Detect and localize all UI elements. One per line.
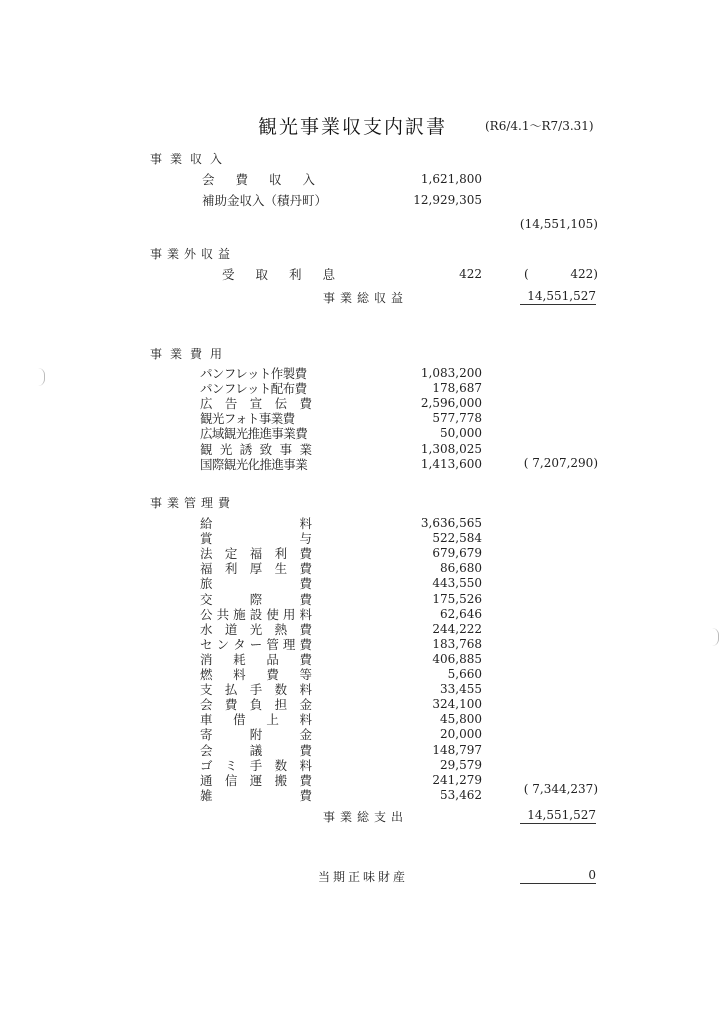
- management-item-label: ゴ ミ 手 数 料: [200, 757, 312, 773]
- expenses-item-amount: 1,413,600: [420, 456, 482, 471]
- expenses-item-amount: 1,083,200: [420, 366, 482, 380]
- management-item-label: 交 際 費: [200, 591, 312, 607]
- net-assets-amount: 0: [520, 868, 596, 884]
- management-item-label: 水 道 光 熱 費: [200, 621, 312, 637]
- management-item-label: 雑 費: [200, 787, 312, 803]
- punch-mark: [712, 628, 719, 646]
- expenses-item-label: 広域観光推進事業費: [200, 426, 308, 442]
- expenses-item-label: 広 告 宣 伝 費: [200, 396, 312, 412]
- management-item-label: 旅 費: [200, 576, 312, 592]
- total-expense-amount: 14,551,527: [520, 808, 596, 824]
- income-item-amount: 12,929,305: [413, 193, 482, 207]
- management-item-amount: 679,679: [432, 546, 482, 561]
- management-item-amount: 241,279: [432, 772, 482, 787]
- income-item-amount: 1,621,800: [420, 172, 482, 186]
- management-item-amount: 522,584: [432, 531, 482, 546]
- management-item-label: 車 借 上 料: [200, 712, 312, 728]
- management-item-amount: 183,768: [432, 636, 482, 651]
- expenses-item-amount: 1,308,025: [420, 441, 482, 456]
- expenses-item-label: パンフレット配布費: [200, 381, 307, 397]
- expenses-item-label: パンフレット作製費: [200, 366, 307, 381]
- expenses-item-label: 観光フォト事業費: [200, 411, 295, 427]
- total-revenue-amount: 14,551,527: [520, 289, 596, 305]
- income-item-label: 会 費 収 入: [202, 172, 315, 187]
- management-item-label: 法 定 福 利 費: [200, 546, 312, 562]
- management-item-amount: 29,579: [440, 757, 482, 772]
- management-item-amount: 20,000: [440, 727, 482, 742]
- non-operating-heading: 事業外収益: [150, 247, 236, 261]
- income-item-label: 補助金収入（積丹町）: [202, 193, 328, 208]
- management-item-amount: 33,455: [440, 682, 482, 697]
- document-title: 観光事業収支内訳書: [258, 116, 448, 138]
- non-operating-subtotal-open: (: [524, 267, 529, 281]
- management-item-amount: 53,462: [440, 787, 482, 802]
- management-item-label: 賞 与: [200, 531, 312, 547]
- fiscal-period: (R6/4.1〜R7/3.31): [485, 119, 594, 133]
- expenses-item-label: 観 光 誘 致 事 業: [200, 441, 312, 457]
- management-item-label: セ ン タ ー 管 理 費: [200, 636, 312, 652]
- non-operating-subtotal: 422): [570, 267, 598, 281]
- punch-mark: [38, 368, 45, 386]
- management-item-amount: 443,550: [432, 576, 482, 591]
- management-heading: 事業管理費: [150, 496, 236, 510]
- management-item-amount: 148,797: [432, 742, 482, 757]
- non-operating-item-label: 受 取 利 息: [222, 267, 335, 282]
- management-item-amount: 175,526: [432, 591, 482, 606]
- expenses-item-label: 国際観光化推進事業: [200, 456, 308, 472]
- management-item-label: 会 議 費: [200, 742, 312, 758]
- non-operating-item-amount: 422: [459, 267, 482, 281]
- management-item-amount: 86,680: [440, 561, 482, 576]
- management-item-label: 消 耗 品 費: [200, 651, 312, 667]
- management-item-amount: 3,636,565: [420, 516, 482, 530]
- net-assets-label: 当期正味財産: [318, 870, 409, 884]
- income-subtotal: (14,551,105): [519, 217, 598, 231]
- management-item-label: 会 費 負 担 金: [200, 697, 312, 713]
- management-item-amount: 62,646: [440, 606, 482, 621]
- expenses-heading: 事業費用: [150, 347, 231, 361]
- total-revenue-label: 事業総収益: [323, 291, 409, 305]
- management-item-label: 給 料: [200, 516, 312, 531]
- management-item-amount: 406,885: [432, 651, 482, 666]
- expenses-item-amount: 577,778: [432, 411, 482, 426]
- management-item-label: 福 利 厚 生 費: [200, 561, 312, 577]
- management-item-amount: 45,800: [440, 712, 482, 727]
- management-item-label: 燃 料 費 等: [200, 667, 312, 682]
- expenses-item-amount: 178,687: [432, 381, 482, 396]
- expenses-subtotal: ( 7,207,290): [523, 456, 598, 470]
- management-item-amount: 5,660: [447, 667, 482, 681]
- management-item-amount: 244,222: [432, 621, 482, 636]
- management-item-label: 支 払 手 数 料: [200, 682, 312, 698]
- expenses-item-amount: 2,596,000: [420, 396, 482, 411]
- expenses-item-amount: 50,000: [440, 426, 482, 441]
- management-item-label: 公 共 施 設 使 用 料: [200, 606, 312, 622]
- income-heading: 事業収入: [150, 152, 231, 166]
- management-subtotal: ( 7,344,237): [523, 782, 598, 796]
- management-item-label: 寄 附 金: [200, 727, 312, 743]
- total-expense-label: 事業総支出: [323, 810, 409, 824]
- management-item-amount: 324,100: [432, 697, 482, 712]
- management-item-label: 通 信 運 搬 費: [200, 772, 312, 788]
